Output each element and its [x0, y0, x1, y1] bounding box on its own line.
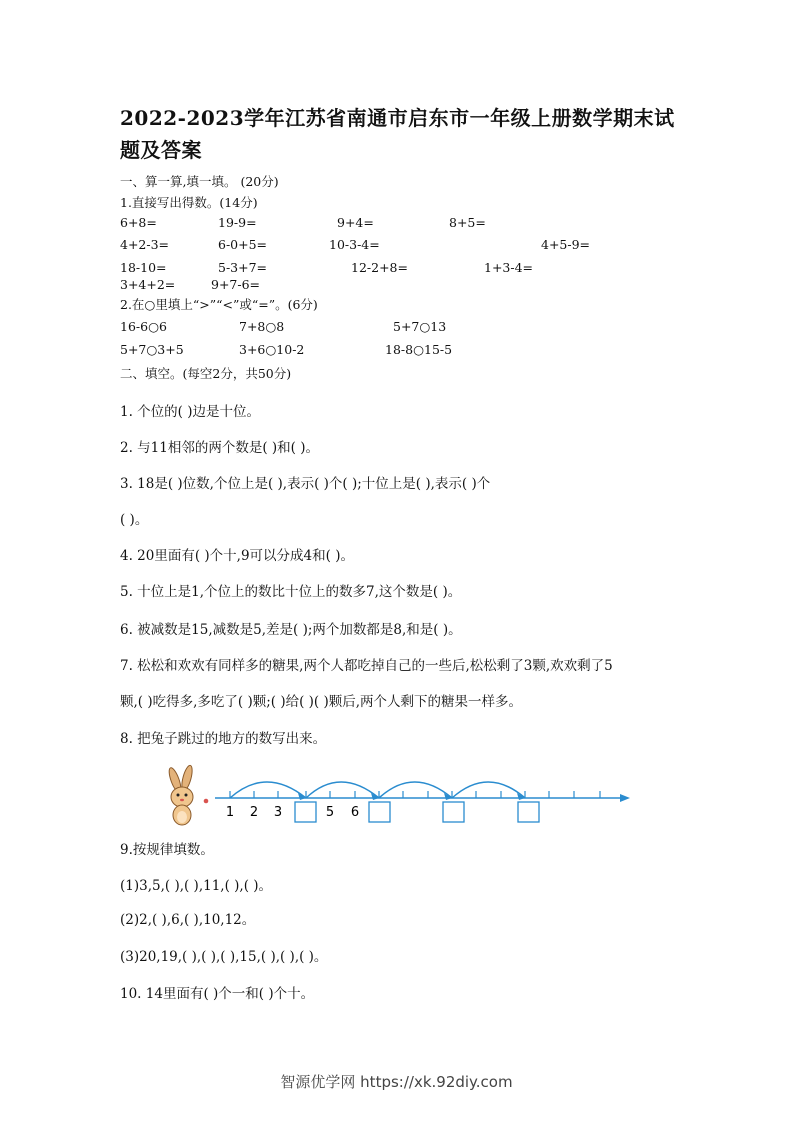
- answer-box[interactable]: [369, 802, 390, 822]
- calc-cell: 3+4+2=: [120, 277, 176, 292]
- hop-arc: [230, 782, 306, 798]
- fill-question: (2)2,( ),6,( ),10,12。: [120, 912, 256, 928]
- q1-heading: 1.直接写出得数。(14分): [120, 195, 258, 210]
- calc-cell: 8+5=: [449, 215, 486, 230]
- answer-box[interactable]: [443, 802, 464, 822]
- fill-question: 10. 14里面有( )个一和( )个十。: [120, 986, 315, 1002]
- calc-cell: 5-3+7=: [218, 260, 268, 275]
- compare-cell: 5+7○13: [393, 319, 447, 334]
- numberline-label: 2: [249, 805, 259, 820]
- compare-cell: 7+8○8: [239, 319, 285, 334]
- calc-cell: 9+4=: [337, 215, 374, 230]
- fill-question: (1)3,5,( ),( ),11,( ),( )。: [120, 878, 273, 894]
- hop-arc: [379, 782, 452, 798]
- compare-cell: 5+7○3+5: [120, 342, 184, 357]
- calc-cell: 10-3-4=: [329, 237, 380, 252]
- ticks: [230, 791, 600, 798]
- rabbit-icon: [167, 764, 209, 825]
- footer-watermark: 智源优学网 https://xk.92diy.com: [280, 1073, 513, 1091]
- section2-heading: 二、填空。(每空2分，共50分): [120, 366, 292, 381]
- numberline-label: 1: [225, 805, 235, 820]
- fill-question: 3. 18是( )位数,个位上是( ),表示( )个( );十位上是( ),表示( )个: [120, 476, 491, 492]
- calc-cell: 19-9=: [218, 215, 257, 230]
- calc-cell: 18-10=: [120, 260, 167, 275]
- fill-question: 1. 个位的( )边是十位。: [120, 404, 260, 420]
- calc-cell: 4+5-9=: [541, 237, 591, 252]
- compare-cell: 16-6○6: [120, 319, 167, 334]
- arrow-right-icon: [620, 794, 630, 802]
- fill-question: 9.按规律填数。: [120, 842, 214, 858]
- section1-heading: 一、算一算,填一填。 (20分): [120, 174, 279, 189]
- number-line-figure: [160, 760, 635, 828]
- compare-cell: 18-8○15-5: [385, 342, 453, 357]
- fill-question: ( )。: [120, 512, 149, 528]
- numberline-label: 5: [325, 805, 335, 820]
- fill-question: 7. 松松和欢欢有同样多的糖果,两个人都吃掉自己的一些后,松松剩了3颗,欢欢剩了5: [120, 658, 613, 674]
- calc-cell: 6+8=: [120, 215, 157, 230]
- fill-question: (3)20,19,( ),( ),( ),15,( ),( ),( )。: [120, 949, 328, 965]
- calc-cell: 12-2+8=: [351, 260, 408, 275]
- calc-cell: 4+2-3=: [120, 237, 170, 252]
- fill-question: 8. 把兔子跳过的地方的数写出来。: [120, 731, 327, 747]
- hop-arc: [306, 782, 379, 798]
- answer-box[interactable]: [295, 802, 316, 822]
- fill-question: 4. 20里面有( )个十,9可以分成4和( )。: [120, 548, 354, 564]
- fill-question: 颗,( )吃得多,多吃了( )颗;( )给( )( )颗后,两个人剩下的糖果一样多。: [120, 694, 523, 710]
- fill-question: 2. 与11相邻的两个数是( )和( )。: [120, 440, 319, 456]
- fill-question: 5. 十位上是1,个位上的数比十位上的数多7,这个数是( )。: [120, 584, 462, 600]
- numberline-label: 3: [273, 805, 283, 820]
- title-line-2: 题及答案: [120, 138, 202, 162]
- calc-cell: 6-0+5=: [218, 237, 268, 252]
- calc-cell: 1+3-4=: [484, 260, 534, 275]
- fill-question: 6. 被减数是15,减数是5,差是( );两个加数都是8,和是( )。: [120, 622, 462, 638]
- q2-heading: 2.在○里填上“>”“<”或“=”。(6分): [120, 297, 318, 312]
- hop-arc: [452, 782, 525, 798]
- compare-cell: 3+6○10-2: [239, 342, 305, 357]
- calc-cell: 9+7-6=: [211, 277, 261, 292]
- title-line-1: 2022-2023学年江苏省南通市启东市一年级上册数学期末试: [120, 106, 675, 130]
- numberline-label: 6: [350, 805, 360, 820]
- answer-box[interactable]: [518, 802, 539, 822]
